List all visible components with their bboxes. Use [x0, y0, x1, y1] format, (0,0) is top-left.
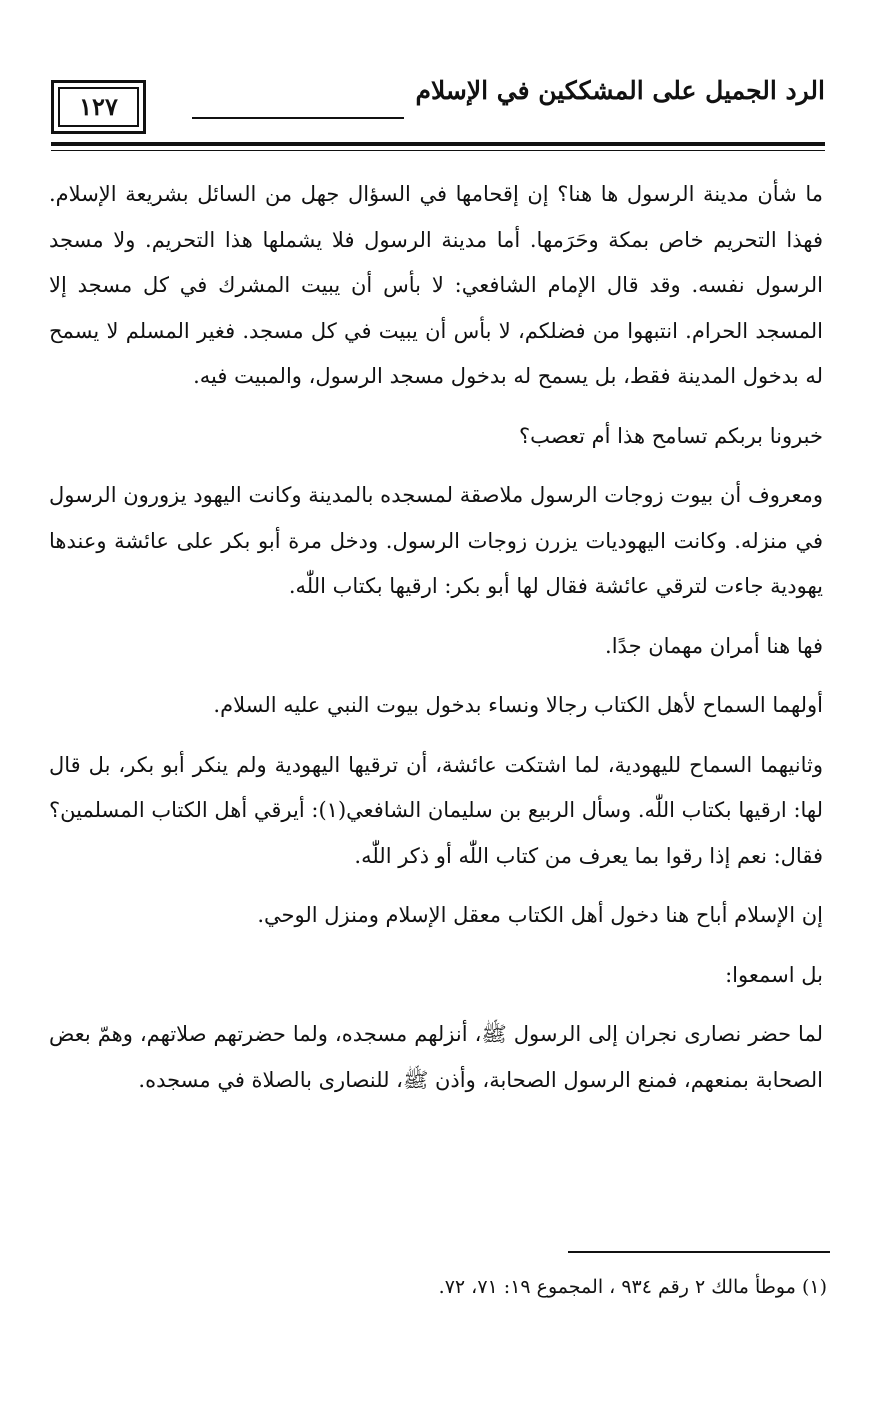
paragraph: ومعروف أن بيوت زوجات الرسول ملاصقة لمسجده بالمدينة وكانت اليهود يزورون الرسول في منزله. وكانت اليهوديات يزرن زوجات الرسول. ودخل مرة أبو بكر على عائشة وعندها يهودية جاءت لترقي عائشة فقال لها أبو بكر: ارقيها بكتاب اللّٰه.: [49, 483, 823, 598]
paragraph: بل اسمعوا:: [725, 962, 823, 987]
paragraph: أولهما السماح لأهل الكتاب رجالا ونساء بدخول بيوت النبي عليه السلام.: [213, 693, 823, 717]
footnote: (١) موطأ مالك ٢ رقم ٩٣٤ ، المجموع ١٩: ٧١، ٧٢.: [438, 1276, 827, 1298]
paragraph: خبرونا بربكم تسامح هذا أم تعصب؟: [518, 423, 823, 448]
page-number: ١٢٧: [79, 92, 118, 121]
paragraph: ما شأن مدينة الرسول ها هنا؟ إن إقحامها في السؤال جهل من السائل بشريعة الإسلام. فهذا التحريم خاص بمكة وحَرَمها. أما مدينة الرسول فلا يشملها هذا التحريم. ولا مسجد الرسول نفسه. وقد قال الإمام الشافعي: لا بأس أن يبيت المشرك في كل مسجد إلا المسجد الحرام. انتبهوا من فضلكم، لا بأس أن يبيت في كل مسجد. فغير المسلم لا يسمح له بدخول المدينة فقط، بل يسمح له بدخول مسجد الرسول، والمبيت فيه.: [49, 182, 823, 388]
running-title: الرد الجميل على المشككين في الإسلام: [415, 76, 825, 105]
header-rule-thin: [51, 150, 825, 151]
paragraph: فها هنا أمران مهمان جدًا.: [605, 633, 823, 658]
paragraph: لما حضر نصارى نجران إلى الرسول ﷺ، أنزلهم مسجده، ولما حضرتهم صلاتهم، وهمّ بعض الصحابة بمنعهم، فمنع الرسول الصحابة، وأذن ﷺ، للنصارى بالصلاة في مسجده.: [49, 1022, 823, 1092]
footnote-rule: [568, 1251, 830, 1253]
body-text: [49, 172, 823, 1117]
paragraph: وثانيهما السماح لليهودية، لما اشتكت عائشة، أن ترقيها اليهودية ولم ينكر أبو بكر، بل قال لها: ارقيها بكتاب اللّٰه. وسأل الربيع بن سليمان الشافعي(١): أيرقي أهل الكتاب المسلمين؟ فقال: نعم إذا رقوا بما يعرف من كتاب اللّٰه أو ذكر اللّٰه.: [49, 752, 823, 868]
paragraph: إن الإسلام أباح هنا دخول أهل الكتاب معقل الإسلام ومنزل الوحي.: [257, 903, 823, 927]
page-number-box: [51, 80, 146, 134]
header-rule-thick: [51, 142, 825, 146]
header-short-rule: [192, 117, 404, 119]
